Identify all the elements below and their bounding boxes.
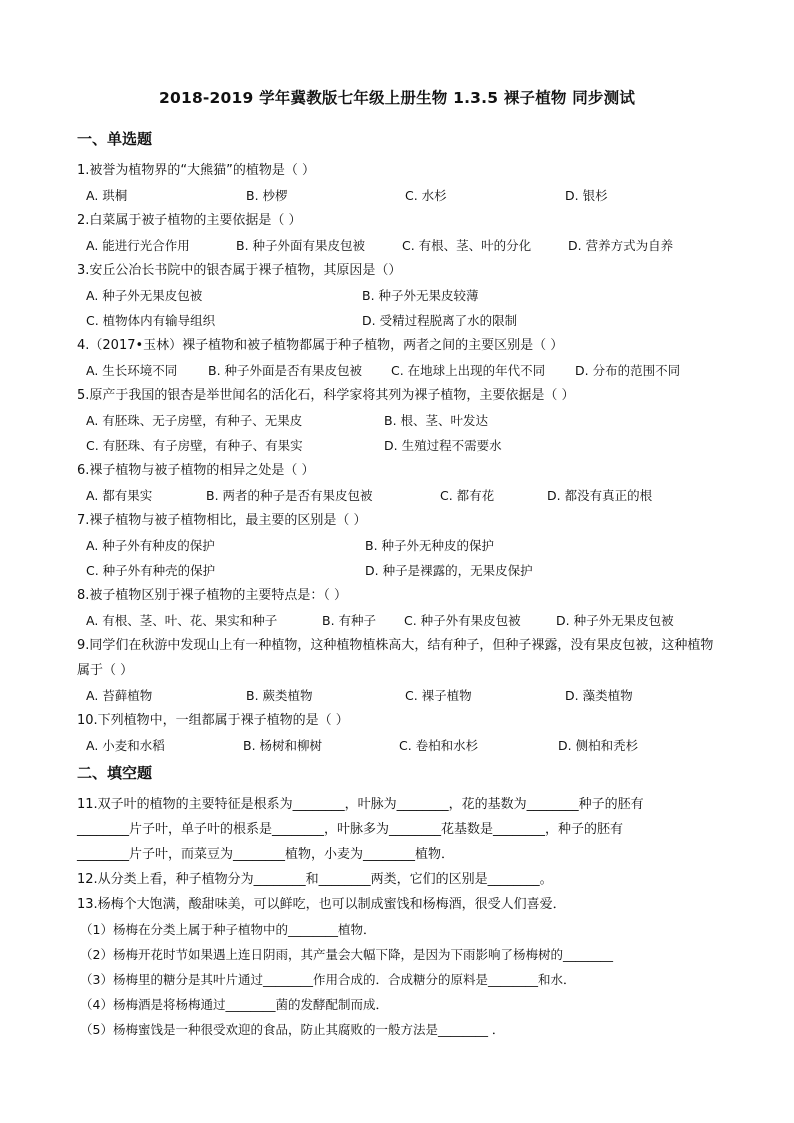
question-10-option-b: B. 杨树和柳树: [243, 738, 323, 753]
question-13-sub-2: （2）杨梅开花时节如果遇上连日阴雨，其产量会大幅下降，是因为下雨影响了杨梅树的________: [80, 947, 613, 962]
question-3-stem: 3.安丘公冶长书院中的银杏属于裸子植物，其原因是（）: [77, 263, 402, 278]
question-8-option-b: B. 有种子: [322, 613, 377, 628]
question-6-option-a: A. 都有果实: [86, 488, 153, 503]
question-13-sub-1: （1）杨梅在分类上属于种子植物中的________植物．: [80, 922, 376, 937]
question-5-option-d: D. 生殖过程不需要水: [384, 438, 502, 453]
question-4-option-c: C. 在地球上出现的年代不同: [391, 363, 546, 378]
question-2-option-a: A. 能进行光合作用: [86, 238, 190, 253]
question-9-stem: 9.同学们在秋游中发现山上有一种植物，这种植物植株高大，结有种子，但种子裸露，没有果皮包被，这种植物属于（ ）: [77, 638, 714, 678]
question-3-option-a: A. 种子外无果皮包被: [86, 288, 203, 303]
question-11-line-2: ________片子叶，单子叶的根系是________，叶脉多为________花基数是________，种子的胚有: [77, 822, 624, 837]
question-8-option-a: A. 有根、茎、叶、花、果实和种子: [86, 613, 278, 628]
question-9-option-a: A. 苔藓植物: [86, 688, 153, 703]
question-10-option-c: C. 卷柏和水杉: [399, 738, 479, 753]
question-9-option-c: C. 裸子植物: [405, 688, 472, 703]
question-11-line-1: 11.双子叶的植物的主要特征是根系为________，叶脉为________，花的基数为________种子的胚有: [77, 797, 644, 812]
question-3-option-d: D. 受精过程脱离了水的限制: [362, 313, 518, 328]
question-7-option-b: B. 种子外无种皮的保护: [365, 538, 495, 553]
question-10-option-d: D. 侧柏和秃杉: [558, 738, 639, 753]
question-7-option-c: C. 种子外有种壳的保护: [86, 563, 216, 578]
question-7-option-a: A. 种子外有种皮的保护: [86, 538, 215, 553]
question-11-line-3: ________片子叶，而菜豆为________植物，小麦为________植物．: [77, 847, 455, 862]
question-5-option-b: B. 根、茎、叶发达: [384, 413, 489, 428]
question-13-sub-5: （5）杨梅蜜饯是一种很受欢迎的食品，防止其腐败的一般方法是________ ．: [80, 1022, 505, 1037]
question-4-stem: 4.（2017•玉林）裸子植物和被子植物都属于种子植物，两者之间的主要区别是（ ）: [77, 338, 564, 353]
question-8-stem: 8.被子植物区别于裸子植物的主要特点是：（ ）: [77, 588, 348, 603]
question-2-option-d: D. 营养方式为自养: [568, 238, 674, 253]
question-3-option-b: B. 种子外无果皮较薄: [362, 288, 479, 303]
question-7-stem: 7.裸子植物与被子植物相比，最主要的区别是（ ）: [77, 513, 367, 528]
question-4-option-d: D. 分布的范围不同: [575, 363, 681, 378]
question-8-option-d: D. 种子外无果皮包被: [556, 613, 674, 628]
section-heading-single-choice: 一、单选题: [77, 130, 153, 148]
section-heading-fill-in: 二、填空题: [77, 764, 153, 782]
question-6-option-c: C. 都有花: [440, 488, 495, 503]
question-8-option-c: C. 种子外有果皮包被: [404, 613, 521, 628]
question-2-option-b: B. 种子外面有果皮包被: [236, 238, 366, 253]
question-10-option-a: A. 小麦和水稻: [86, 738, 165, 753]
question-6-stem: 6.裸子植物与被子植物的相异之处是（ ）: [77, 463, 315, 478]
question-6-option-d: D. 都没有真正的根: [547, 488, 653, 503]
question-4-option-b: B. 种子外面是否有果皮包被: [208, 363, 363, 378]
question-3-option-c: C. 植物体内有输导组织: [86, 313, 216, 328]
question-1-option-c: C. 水杉: [405, 188, 447, 203]
question-7-option-d: D. 种子是裸露的，无果皮保护: [365, 563, 533, 578]
question-5-stem: 5.原产于我国的银杏是举世闻名的活化石，科学家将其列为裸子植物，主要依据是（ ）: [77, 388, 575, 403]
question-13-sub-4: （4）杨梅酒是将杨梅通过________菌的发酵配制而成．: [80, 997, 388, 1012]
question-5-option-c: C. 有胚珠、有子房壁，有种子、有果实: [86, 438, 303, 453]
page-title: 2018-2019 学年冀教版七年级上册生物 1.3.5 裸子植物 同步测试: [158, 89, 636, 107]
question-1-stem: 1.被誉为植物界的“大熊猫”的植物是（ ）: [77, 163, 316, 178]
question-12: 12.从分类上看，种子植物分为________和________两类，它们的区别是________。: [77, 872, 553, 887]
question-13-stem: 13.杨梅个大饱满，酸甜味美，可以鲜吃，也可以制成蜜饯和杨梅酒，很受人们喜爱．: [77, 897, 566, 912]
question-6-option-b: B. 两者的种子是否有果皮包被: [206, 488, 373, 503]
question-9-option-b: B. 蕨类植物: [246, 688, 313, 703]
question-9-option-d: D. 藻类植物: [565, 688, 633, 703]
question-1-option-b: B. 杪椤: [246, 188, 288, 203]
question-1-option-a: A. 珙桐: [86, 188, 128, 203]
question-10-stem: 10.下列植物中，一组都属于裸子植物的是（ ）: [77, 713, 349, 728]
question-13-sub-3: （3）杨梅里的糖分是其叶片通过________作用合成的．合成糖分的原料是________和水．: [80, 972, 576, 987]
question-5-option-a: A. 有胚珠、无子房壁，有种子、无果皮: [86, 413, 303, 428]
question-1-option-d: D. 银杉: [565, 188, 608, 203]
question-4-option-a: A. 生长环境不同: [86, 363, 178, 378]
question-2-option-c: C. 有根、茎、叶的分化: [402, 238, 532, 253]
question-2-stem: 2.白菜属于被子植物的主要依据是（ ）: [77, 213, 302, 228]
